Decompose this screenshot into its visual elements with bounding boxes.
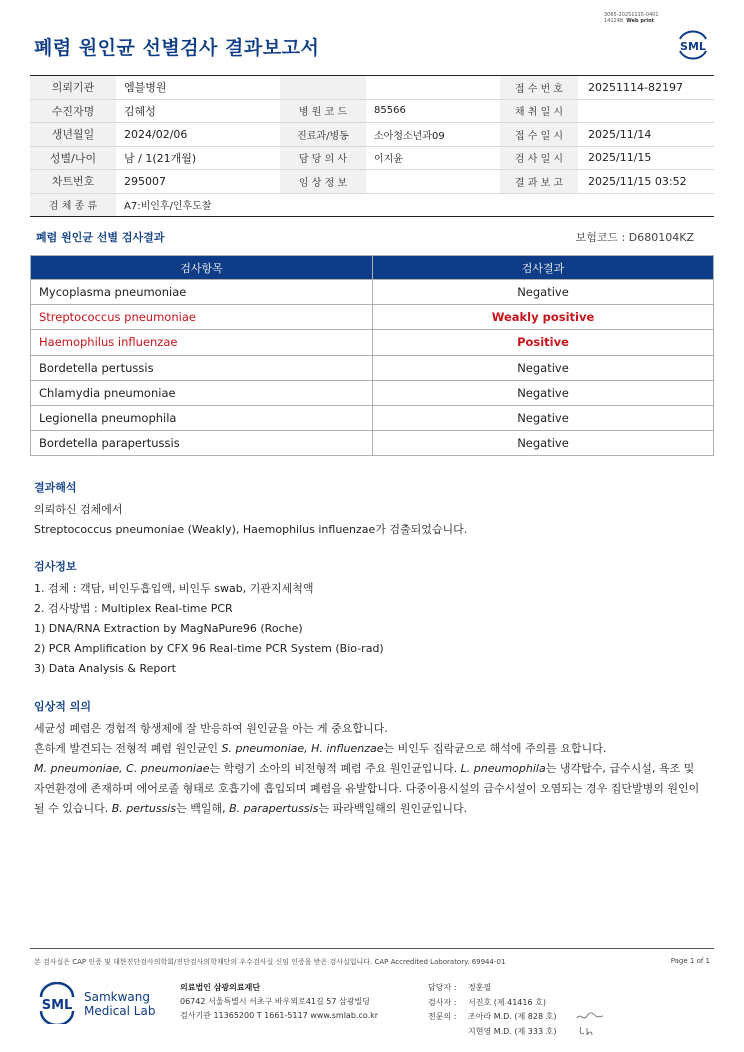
staff-row: 전문의 : 조아라 M.D. (제 828 호) — [428, 1012, 557, 1021]
result-item: Chlamydia pneumoniae — [31, 380, 373, 405]
info-value: 남 / 1(21개월) — [116, 146, 280, 170]
footer-divider — [30, 948, 714, 949]
result-row — [31, 431, 714, 456]
info-value: 295007 — [116, 170, 280, 194]
lab-contact-line: 검사기관 11365200 T 1661-5117 www.smlab.co.kr — [180, 1011, 379, 1020]
result-item: Mycoplasma pneumoniae — [31, 280, 373, 305]
staff-list — [428, 981, 556, 1039]
info-row — [30, 170, 714, 194]
info-label: 수진자명 — [30, 99, 116, 123]
results-table — [30, 255, 714, 456]
insurance-code: 보험코드 : D680104KZ — [575, 231, 694, 244]
info-label: 생년월일 — [30, 123, 116, 147]
sml-logo-text: SML — [680, 40, 706, 53]
info-label: 임 상 정 보 — [280, 170, 366, 194]
result-row — [31, 330, 714, 355]
lab-address-line: 06742 서울특별시 서초구 바우뫼로41길 57 삼광빌딩 — [180, 997, 370, 1006]
clinical-paragraph: M. pneumoniae, C. pneumoniae는 학령기 소아의 비전형적 폐렴 주요 원인균입니다. L. pneumophila는 냉각탑수, 급수시설, 욕조 및 — [34, 762, 695, 775]
clinical-paragraph: 될 수 있습니다. B. pertussis는 백일해, B. parapertussis는 파라백일해의 원인균입니다. — [34, 802, 468, 815]
patient-info-table — [30, 75, 714, 217]
info-value — [366, 76, 500, 100]
test-info-line: 2. 검사방법 : Multiplex Real-time PCR — [34, 602, 233, 615]
test-info-line: 1. 검체 : 객담, 비인두흡입액, 비인두 swab, 기관지세척액 — [34, 582, 314, 595]
info-label: 검 사 일 시 — [500, 146, 578, 170]
info-value: 2025/11/14 — [578, 123, 714, 147]
web-print-label: Web print — [626, 18, 655, 24]
staff-row: 담당자 : 정훈필 — [428, 983, 492, 992]
info-row — [30, 99, 714, 123]
info-label: 진료과/병동 — [280, 123, 366, 147]
info-label: 접 수 일 시 — [500, 123, 578, 147]
result-row — [31, 355, 714, 380]
info-value: 2025/11/15 03:52 — [578, 170, 714, 194]
result-value: Negative — [373, 280, 714, 305]
brand-line1: Samkwang — [84, 990, 150, 1004]
clinical-paragraph: 자연환경에 존재하며 에어로졸 형태로 호흡기에 흡입되며 폐렴을 유발합니다. 다중이용시설의 급수시설이 오염되는 경우 집단발병의 원인이 — [34, 782, 700, 795]
info-value — [578, 99, 714, 123]
interpretation-title: 결과해석 — [34, 481, 77, 494]
lab-org-name: 의료법인 삼광의료재단 — [180, 983, 261, 992]
info-value: 20251114-82197 — [578, 76, 714, 100]
result-item: Bordetella pertussis — [31, 355, 373, 380]
staff-row: 검사자 : 서진호 (제 41416 호) — [428, 997, 546, 1007]
result-row — [31, 305, 714, 330]
info-label: 의뢰기관 — [30, 76, 116, 100]
info-value — [366, 170, 500, 194]
specimen-label: 검 체 종 류 — [30, 193, 116, 217]
result-value: Weakly positive — [373, 305, 714, 330]
staff-row: 지현영 M.D. (제 333 호) — [468, 1026, 557, 1036]
info-label: 차트번호 — [30, 170, 116, 194]
info-label — [280, 76, 366, 100]
result-item: Legionella pneumophila — [31, 405, 373, 430]
info-value: 소아청소년과09 — [366, 123, 500, 147]
info-label: 접 수 번 호 — [500, 76, 578, 100]
result-value: Positive — [373, 330, 714, 355]
brand-line2: Medical Lab — [84, 1004, 156, 1018]
info-label: 담 당 의 사 — [280, 146, 366, 170]
page-number: Page 1 of 1 — [670, 957, 710, 965]
info-row — [30, 123, 714, 147]
result-value: Negative — [373, 355, 714, 380]
document-code-line1: 3065-20251115-0401 — [604, 12, 659, 18]
result-value: Negative — [373, 405, 714, 430]
results-header-result: 검사결과 — [373, 256, 714, 280]
result-item: Streptococcus pneumoniae — [31, 305, 373, 330]
test-info-section — [34, 557, 384, 679]
info-value: 2024/02/06 — [116, 123, 280, 147]
info-label: 채 취 일 시 — [500, 99, 578, 123]
signature-icon — [575, 1024, 605, 1038]
lab-address — [180, 981, 378, 1023]
accreditation-note: 본 검사실은 CAP 인증 및 대한진단검사의학회/진단검사의학재단의 우수검사실 신임 인증을 받은 검사실입니다. CAP Accredited Laboratory. 69944-01 — [34, 958, 506, 966]
sml-footer-logo-text: SML — [41, 998, 73, 1013]
document-code-line2: 141248 — [604, 18, 624, 24]
test-info-line: 3) Data Analysis & Report — [34, 662, 176, 675]
interpretation-section — [34, 478, 467, 540]
info-label: 성별/나이 — [30, 146, 116, 170]
info-value: 엠블병원 — [116, 76, 280, 100]
result-value: Negative — [373, 380, 714, 405]
info-row — [30, 146, 714, 170]
info-value: 이지윤 — [366, 146, 500, 170]
test-info-line: 2) PCR Amplification by CFX 96 Real-time PCR System (Bio-rad) — [34, 642, 384, 655]
interpretation-line1: 의뢰하신 검체에서 — [34, 503, 123, 516]
result-item: Haemophilus influenzae — [31, 330, 373, 355]
specimen-value: A7:비인후/인후도찰 — [116, 193, 714, 217]
document-code — [604, 12, 659, 24]
lab-brand — [84, 990, 155, 1018]
test-info-title: 검사정보 — [34, 560, 77, 573]
clinical-paragraph: 흔하게 발견되는 전형적 폐렴 원인균인 S. pneumoniae, H. influenzae는 비인두 집락균으로 해석에 주의를 요합니다. — [34, 742, 607, 755]
clinical-paragraph: 세균성 폐렴은 경험적 항생제에 잘 반응하여 원인균을 아는 게 중요합니다. — [34, 722, 388, 735]
results-section-title: 폐렴 원인균 선별 검사결과 — [36, 231, 165, 244]
info-label: 병 원 코 드 — [280, 99, 366, 123]
result-row — [31, 280, 714, 305]
result-row — [31, 380, 714, 405]
clinical-title: 임상적 의의 — [34, 700, 91, 713]
info-row — [30, 76, 714, 100]
info-value: 2025/11/15 — [578, 146, 714, 170]
test-info-line: 1) DNA/RNA Extraction by MagNaPure96 (Roche) — [34, 622, 303, 635]
sml-footer-logo-icon — [36, 982, 78, 1024]
result-value: Negative — [373, 431, 714, 456]
specimen-row — [30, 193, 714, 217]
results-header-item: 검사항목 — [31, 256, 373, 280]
report-title: 폐렴 원인균 선별검사 결과보고서 — [34, 37, 320, 59]
info-value: 김혜성 — [116, 99, 280, 123]
result-item: Bordetella parapertussis — [31, 431, 373, 456]
info-label: 결 과 보 고 — [500, 170, 578, 194]
signature-icon — [575, 1010, 605, 1024]
clinical-section — [34, 697, 699, 819]
interpretation-line2: Streptococcus pneumoniae (Weakly), Haemophilus influenzae가 검출되었습니다. — [34, 523, 468, 536]
result-row — [31, 405, 714, 430]
info-value: 85566 — [366, 99, 500, 123]
sml-logo-icon — [674, 27, 712, 61]
